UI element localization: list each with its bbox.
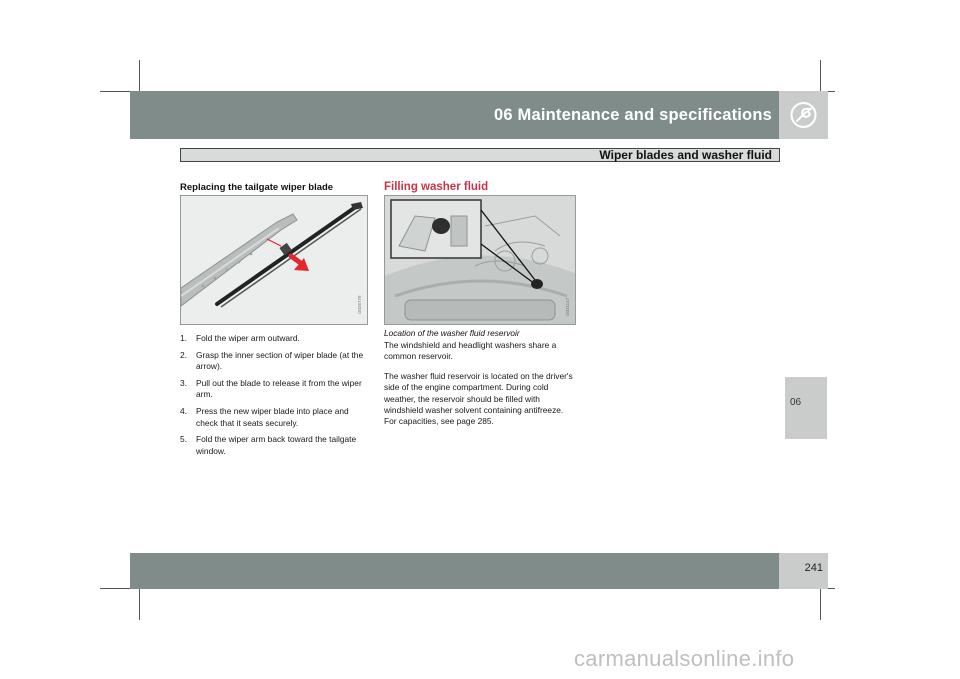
chapter-tab bbox=[785, 377, 827, 439]
figure-code: G026778 bbox=[357, 295, 362, 314]
section-title: Wiper blades and washer fluid bbox=[599, 148, 772, 162]
footer-band bbox=[130, 553, 779, 589]
section-heading-washer: Filling washer fluid bbox=[384, 181, 489, 193]
chapter-tab-label: 06 bbox=[790, 397, 802, 408]
wiper-blade-illustration bbox=[180, 195, 368, 325]
step-text: Press the new wiper blade into place and check that it seats securely. bbox=[196, 406, 349, 428]
chapter-title: 06 Maintenance and specifications bbox=[493, 106, 772, 124]
step-text: Fold the wiper arm back toward the tailgate window. bbox=[196, 434, 357, 456]
paragraph: The washer fluid reservoir is located on the driver's side of the engine compartment. During cold weather, the reservoir should be filled with windshield washer solvent containing antifreeze. For capacities, see page 285. bbox=[384, 371, 573, 427]
header-icon-box bbox=[779, 91, 828, 139]
paragraph: The windshield and headlight washers share a common reservoir. bbox=[384, 340, 557, 362]
wrench-icon bbox=[779, 91, 828, 139]
list-item bbox=[180, 406, 372, 429]
list-item bbox=[180, 434, 372, 457]
step-number: 2. bbox=[180, 349, 187, 360]
washer-reservoir-illustration bbox=[384, 195, 576, 325]
step-text: Grasp the inner section of wiper blade (at the arrow). bbox=[196, 349, 364, 372]
list-item bbox=[180, 333, 372, 344]
wiper-blade-drawing bbox=[181, 196, 368, 325]
step-number: 5. bbox=[180, 434, 187, 445]
step-text: Pull out the blade to release it from the wiper arm. bbox=[196, 378, 362, 400]
list-item bbox=[180, 350, 372, 373]
figure-code: G031147 bbox=[565, 297, 570, 316]
figure-caption: Location of the washer fluid reservoir bbox=[384, 328, 520, 338]
step-text: Fold the wiper arm outward. bbox=[196, 333, 300, 343]
step-number: 4. bbox=[180, 406, 187, 417]
page-number: 241 bbox=[804, 562, 823, 574]
instruction-steps bbox=[180, 333, 372, 463]
watermark: carmanualsonline.info bbox=[574, 646, 795, 671]
step-number: 3. bbox=[180, 378, 187, 389]
list-item bbox=[180, 378, 372, 401]
step-number: 1. bbox=[180, 333, 187, 343]
engine-bay-drawing bbox=[385, 196, 576, 325]
section-heading-wiper: Replacing the tailgate wiper blade bbox=[180, 182, 334, 193]
